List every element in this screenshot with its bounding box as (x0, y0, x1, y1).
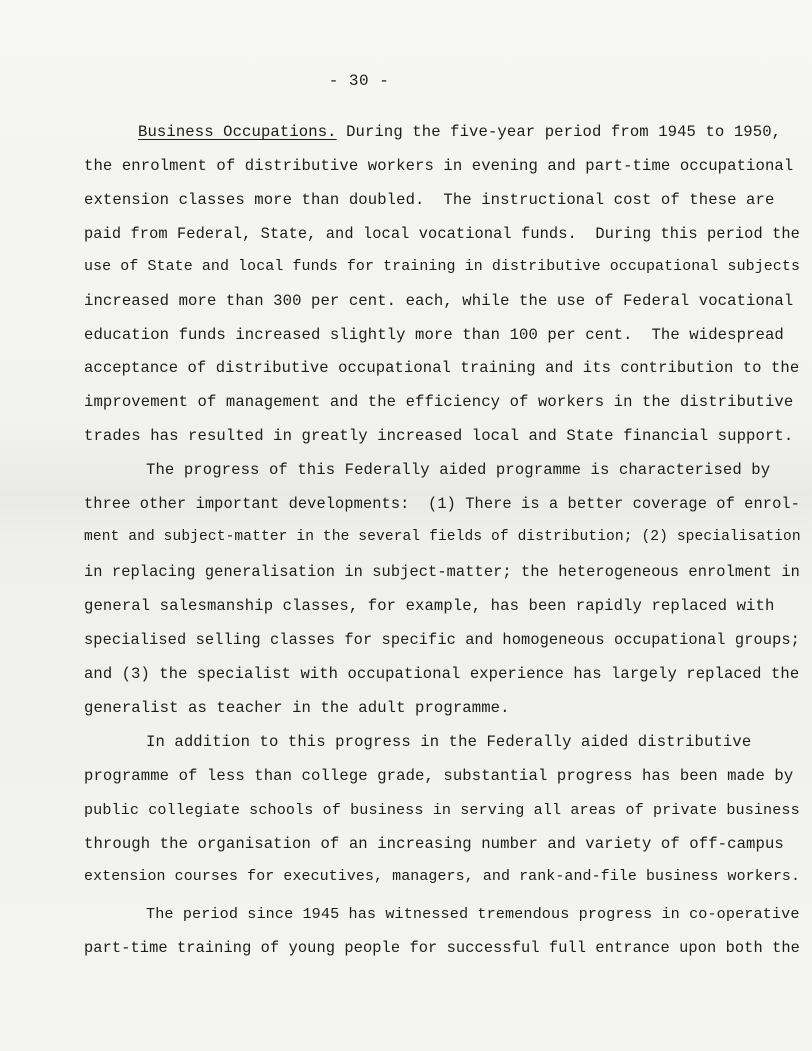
text-line-11: The progress of this Federally aided programme is characterised by (146, 461, 771, 479)
text-line-1-rest: During the five-year period from 1945 to 1950, (336, 123, 782, 141)
text-line-18: generalist as teacher in the adult programme. (84, 699, 510, 717)
text-line-3: extension classes more than doubled. The instructional cost of these are (84, 191, 775, 209)
text-line-1 (138, 123, 781, 141)
text-line-6: increased more than 300 per cent. each, while the use of Federal vocational (84, 292, 794, 310)
text-line-9: improvement of management and the efficiency of workers in the distributive (84, 393, 794, 411)
text-line-4: paid from Federal, State, and local vocational funds. During this period the (84, 225, 800, 243)
text-line-22: through the organisation of an increasing number and variety of off-campus (84, 835, 784, 853)
text-line-5: use of State and local funds for training in distributive occupational subjects (84, 259, 801, 275)
text-line-17: and (3) the specialist with occupational experience has largely replaced the (84, 665, 800, 683)
text-line-21: public collegiate schools of business in serving all areas of private business (84, 801, 800, 819)
text-line-20: programme of less than college grade, substantial progress has been made by (84, 767, 794, 785)
text-line-24: The period since 1945 has witnessed tremendous progress in co-operative (146, 905, 800, 923)
text-line-12: three other important developments: (1) There is a better coverage of enrol- (84, 495, 800, 513)
text-line-2: the enrolment of distributive workers in evening and part-time occupational (84, 157, 794, 175)
section-heading: Business Occupations. (138, 123, 337, 141)
page-number: - 30 - (328, 72, 390, 90)
text-line-19: In addition to this progress in the Federally aided distributive (146, 733, 752, 751)
text-line-13: ment and subject-matter in the several fields of distribution; (2) specialisation (84, 529, 801, 545)
text-line-10: trades has resulted in greatly increased local and State financial support. (84, 427, 794, 445)
text-line-7: education funds increased slightly more than 100 per cent. The widespread (84, 326, 784, 344)
text-line-15: general salesmanship classes, for example, has been rapidly replaced with (84, 597, 775, 615)
text-line-16: specialised selling classes for specific and homogeneous occupational groups; (84, 631, 800, 649)
text-line-8: acceptance of distributive occupational training and its contribution to the (84, 359, 800, 377)
text-line-25: part-time training of young people for successful full entrance upon both the (84, 939, 800, 957)
text-line-23: extension courses for executives, managers, and rank-and-file business workers. (84, 869, 801, 885)
text-line-14: in replacing generalisation in subject-matter; the heterogeneous enrolment in (84, 563, 800, 581)
